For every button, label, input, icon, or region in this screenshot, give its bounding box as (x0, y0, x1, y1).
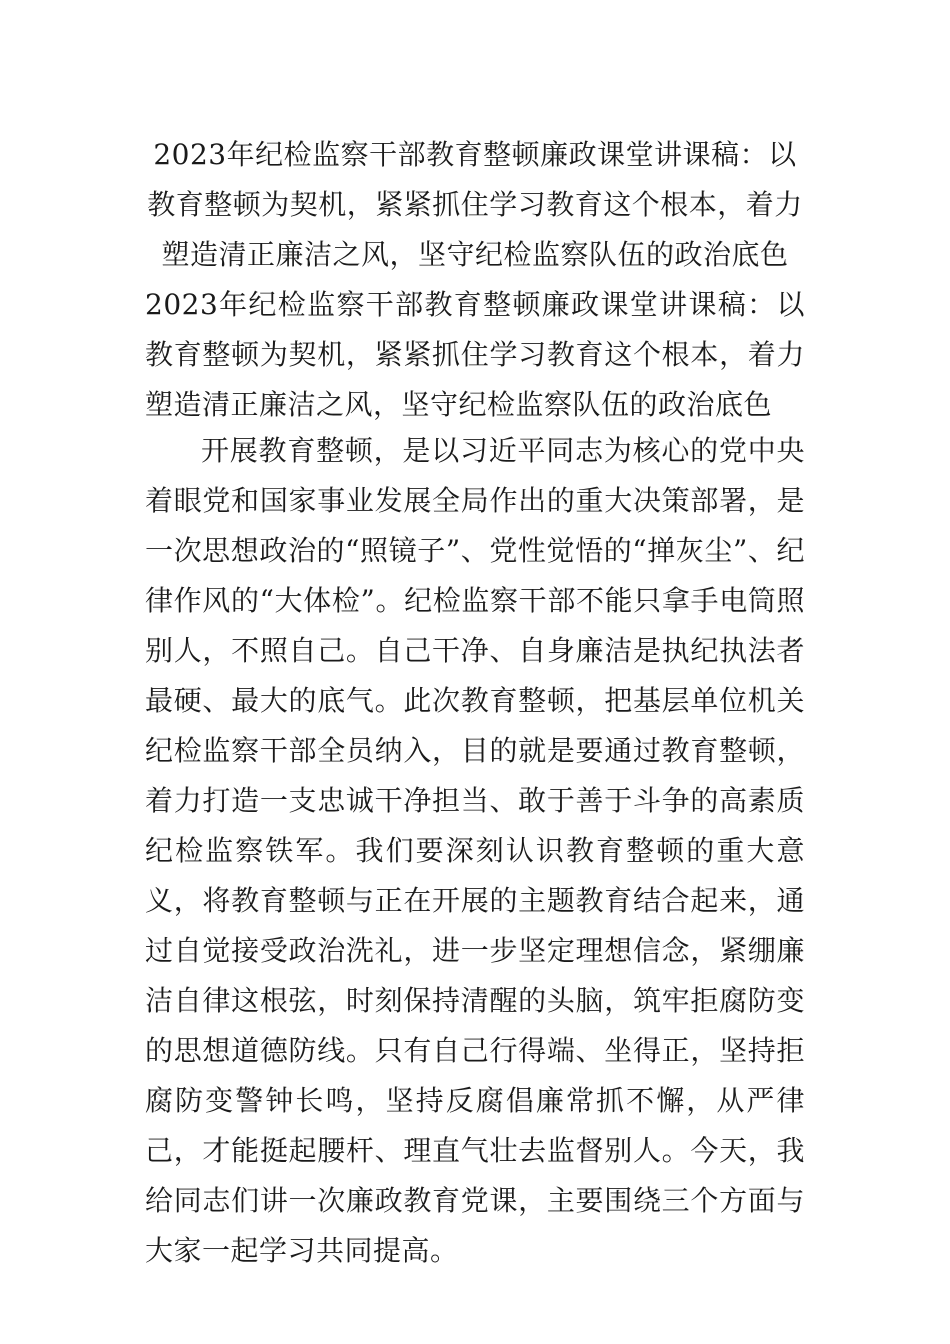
body-paragraph: 开展教育整顿，是以习近平同志为核心的党中央着眼党和国家事业发展全局作出的重大决策部署，是一次思想政治的“照镜子”、党性觉悟的“掸灰尘”、纪律作风的“大体检”。纪检监察干部不能只拿手电筒照别人，不照自己。自己干净、自身廉洁是执纪执法者最硬、最大的底气。此次教育整顿，把基层单位机关纪检监察干部全员纳入，目的就是要通过教育整顿，着力打造一支忠诚干净担当、敢于善于斗争的高素质纪检监察铁军。我们要深刻认识教育整顿的重大意义，将教育整顿与正在开展的主题教育结合起来，通过自觉接受政治洗礼，进一步坚定理想信念，紧绷廉洁自律这根弦，时刻保持清醒的头脑，筑牢拒腐防变的思想道德防线。只有自己行得端、坐得正，坚持拒腐防变警钟长鸣，坚持反腐倡廉常抓不懈，从严律己，才能挺起腰杆、理直气壮去监督别人。今天，我给同志们讲一次廉政教育党课，主要围绕三个方面与大家一起学习共同提高。 (145, 434, 805, 1267)
document-subtitle-repeat: 2023年纪检监察干部教育整顿廉政课堂讲课稿：以教育整顿为契机，紧紧抓住学习教育这个根本，着力塑造清正廉洁之风，坚守纪检监察队伍的政治底色 (145, 288, 805, 421)
document-title: 2023年纪检监察干部教育整顿廉政课堂讲课稿：以教育整顿为契机，紧紧抓住学习教育这个根本，着力塑造清正廉洁之风，坚守纪检监察队伍的政治底色 (147, 138, 803, 271)
